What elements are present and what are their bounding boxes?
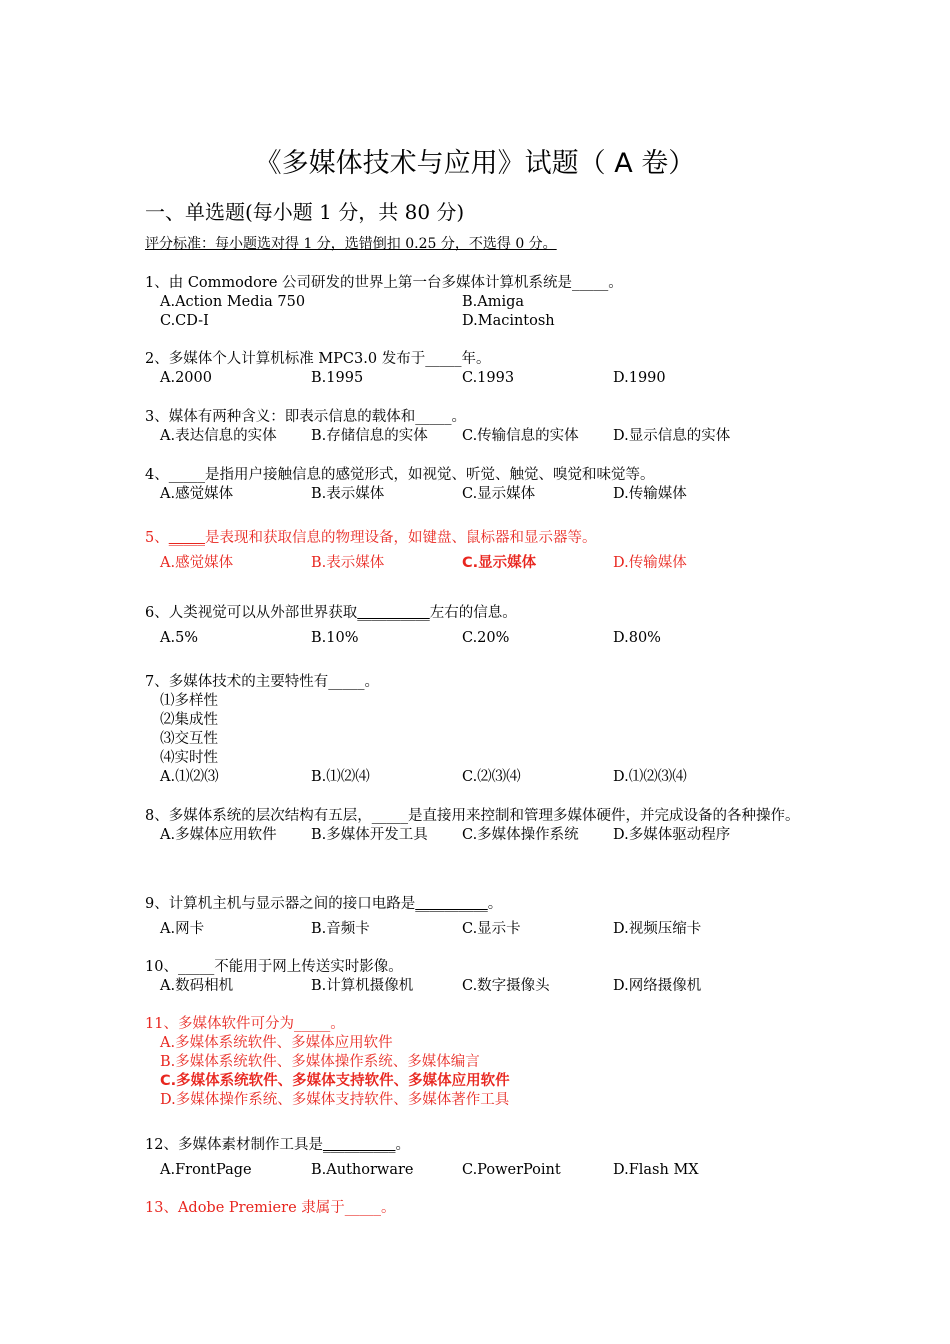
option-b: B.多媒体开发工具 bbox=[311, 827, 428, 843]
options-row bbox=[145, 920, 825, 939]
option-c: C.⑵⑶⑷ bbox=[462, 769, 521, 785]
question-2 bbox=[145, 350, 825, 388]
scoring-standard: 评分标准：每小题选对得 1 分，选错倒扣 0.25 分，不选得 0 分。 bbox=[145, 236, 557, 252]
question-6 bbox=[145, 604, 825, 648]
option-a: A.多媒体系统软件、多媒体应用软件 bbox=[160, 1035, 393, 1051]
stem-prefix: 5、 bbox=[145, 530, 169, 546]
option-b: B.⑴⑵⑷ bbox=[311, 769, 370, 785]
stem-prefix: 12、多媒体素材制作工具是 bbox=[145, 1137, 323, 1153]
option-d: D.多媒体操作系统、多媒体支持软件、多媒体著作工具 bbox=[160, 1092, 510, 1108]
options-row bbox=[145, 826, 807, 845]
option-d: D.显示信息的实体 bbox=[613, 428, 731, 444]
option-a: A.⑴⑵⑶ bbox=[160, 769, 219, 785]
option-a: A.表达信息的实体 bbox=[160, 428, 277, 444]
options-row bbox=[145, 768, 825, 787]
option-d: D.1990 bbox=[613, 370, 666, 386]
options-row bbox=[145, 554, 825, 573]
question-9 bbox=[145, 895, 825, 939]
option-b: B.Authorware bbox=[311, 1162, 414, 1178]
question-12 bbox=[145, 1136, 825, 1180]
option-c: C.数字摄像头 bbox=[462, 978, 550, 994]
options-row bbox=[145, 312, 825, 331]
answer-blank: __________ bbox=[357, 605, 430, 621]
question-8 bbox=[145, 807, 807, 845]
stem-suffix: 。 bbox=[487, 896, 503, 912]
question-stem bbox=[145, 529, 825, 548]
question-stem bbox=[145, 1136, 825, 1155]
question-3 bbox=[145, 408, 825, 446]
question-stem: 8、多媒体系统的层次结构有五层，_____是直接用来控制和管理多媒体硬件，并完成设备的各种操作。 bbox=[145, 808, 800, 824]
option-d: D.80% bbox=[613, 630, 661, 646]
question-stem: 11、多媒体软件可分为_____。 bbox=[145, 1016, 345, 1032]
question-stem: 4、_____是指用户接触信息的感觉形式，如视觉、听觉、触觉、嗅觉和味觉等。 bbox=[145, 467, 655, 483]
option-a: A.感觉媒体 bbox=[160, 555, 234, 571]
question-stem: 7、多媒体技术的主要特性有_____。 bbox=[145, 674, 379, 690]
option-d: D.⑴⑵⑶⑷ bbox=[613, 769, 687, 785]
option-a: A.感觉媒体 bbox=[160, 486, 234, 502]
option-b: B.音频卡 bbox=[311, 921, 370, 937]
option-d: D.传输媒体 bbox=[613, 555, 687, 571]
stem-prefix: 6、人类视觉可以从外部世界获取 bbox=[145, 605, 358, 621]
option-b: B.Amiga bbox=[462, 294, 525, 310]
options-row bbox=[145, 1161, 825, 1180]
question-stem: 2、多媒体个人计算机标准 MPC3.0 发布于_____年。 bbox=[145, 351, 491, 367]
question-stem: 1、由 Commodore 公司研发的世界上第一台多媒体计算机系统是_____。 bbox=[145, 275, 623, 291]
option-b: B.表示媒体 bbox=[311, 555, 385, 571]
options-row bbox=[145, 485, 825, 504]
option-c: C.显示媒体 bbox=[462, 486, 536, 502]
question-4 bbox=[145, 466, 825, 504]
options-row bbox=[145, 629, 825, 648]
option-d: D.Flash MX bbox=[613, 1162, 699, 1178]
section-heading: 一、单选题(每小题 1 分，共 80 分) bbox=[145, 200, 465, 224]
option-d: D.传输媒体 bbox=[613, 486, 687, 502]
question-stem: 3、媒体有两种含义：即表示信息的载体和_____。 bbox=[145, 409, 466, 425]
option-c: C.1993 bbox=[462, 370, 515, 386]
list-item: ⑴多样性 bbox=[160, 693, 218, 709]
option-a: A.数码相机 bbox=[160, 978, 234, 994]
list-item: ⑷实时性 bbox=[160, 750, 218, 766]
question-stem bbox=[145, 895, 825, 914]
option-c: C.CD-I bbox=[160, 313, 209, 329]
stem-suffix: 是表现和获取信息的物理设备，如键盘、鼠标器和显示器等。 bbox=[204, 530, 597, 546]
options-row bbox=[145, 293, 825, 312]
stem-suffix: 。 bbox=[395, 1137, 410, 1153]
option-c: C.20% bbox=[462, 630, 510, 646]
answer-blank: _____ bbox=[168, 530, 205, 546]
option-b: B.10% bbox=[311, 630, 359, 646]
option-a: A.5% bbox=[160, 630, 199, 646]
option-d: D.视频压缩卡 bbox=[613, 921, 702, 937]
option-c: C.显示卡 bbox=[462, 921, 521, 937]
list-item: ⑶交互性 bbox=[160, 731, 218, 747]
option-a: A.2000 bbox=[160, 370, 212, 386]
option-d: D.多媒体驱动程序 bbox=[613, 827, 731, 843]
question-5 bbox=[145, 529, 825, 573]
list-item: ⑵集成性 bbox=[160, 712, 218, 728]
option-a: A.网卡 bbox=[160, 921, 205, 937]
stem-suffix: 左右的信息。 bbox=[429, 605, 517, 621]
option-c: C.PowerPoint bbox=[462, 1162, 561, 1178]
question-stem bbox=[145, 604, 825, 623]
option-a: A.FrontPage bbox=[160, 1162, 252, 1178]
question-1 bbox=[145, 274, 825, 331]
option-b: B.1995 bbox=[311, 370, 364, 386]
question-10 bbox=[145, 958, 825, 996]
question-stem: 13、Adobe Premiere 隶属于_____。 bbox=[145, 1200, 396, 1216]
options-row bbox=[145, 427, 825, 446]
answer-blank: __________ bbox=[322, 1137, 396, 1153]
question-stem: 10、_____不能用于网上传送实时影像。 bbox=[145, 959, 403, 975]
question-13 bbox=[145, 1199, 825, 1218]
options-row bbox=[145, 369, 825, 388]
option-c: C.传输信息的实体 bbox=[462, 428, 579, 444]
option-c-correct: C.显示媒体 bbox=[462, 555, 537, 571]
question-7 bbox=[145, 673, 825, 787]
options-row bbox=[145, 977, 825, 996]
option-b: B.表示媒体 bbox=[311, 486, 385, 502]
option-b: B.计算机摄像机 bbox=[311, 978, 414, 994]
answer-blank: __________ bbox=[415, 896, 488, 912]
stem-prefix: 9、计算机主机与显示器之间的接口电路是 bbox=[145, 896, 416, 912]
question-11 bbox=[145, 1015, 825, 1110]
option-d: D.网络摄像机 bbox=[613, 978, 702, 994]
option-c-correct: C.多媒体系统软件、多媒体支持软件、多媒体应用软件 bbox=[160, 1073, 510, 1089]
option-b: B.存储信息的实体 bbox=[311, 428, 428, 444]
option-d: D.Macintosh bbox=[462, 313, 555, 329]
option-a: A.多媒体应用软件 bbox=[160, 827, 277, 843]
page-title: 《多媒体技术与应用》试题（ A 卷） bbox=[254, 148, 696, 179]
option-c: C.多媒体操作系统 bbox=[462, 827, 579, 843]
option-a: A.Action Media 750 bbox=[160, 294, 306, 310]
option-b: B.多媒体系统软件、多媒体操作系统、多媒体编言 bbox=[160, 1054, 480, 1070]
